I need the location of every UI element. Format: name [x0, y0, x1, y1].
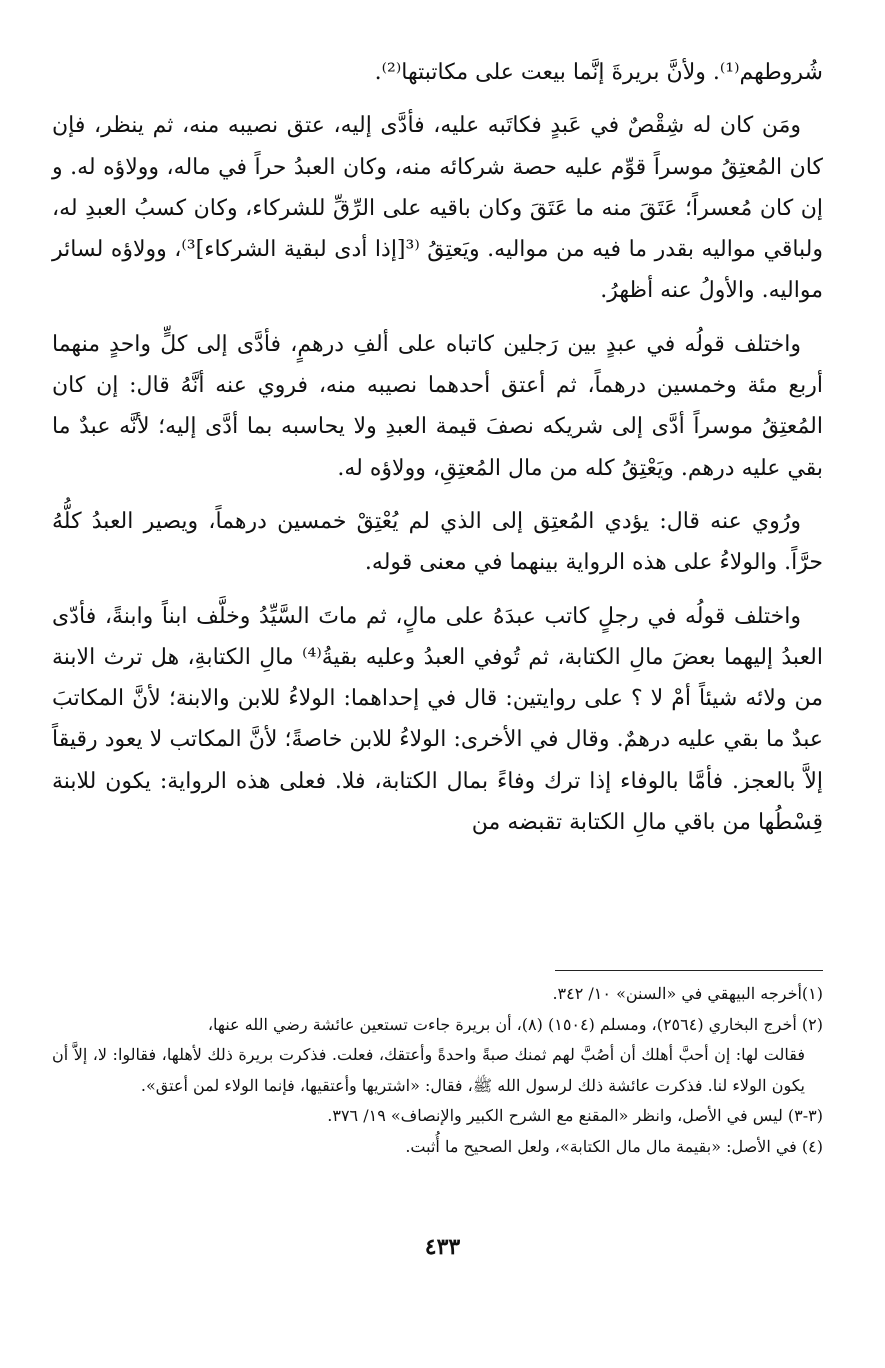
footnote-4: (٤) في الأصل: «بقيمة مال مال الكتابة»، ولعل الصحيح ما أُثبت. [405, 1136, 823, 1156]
body-paragraph-1: شُروطهم⁽¹⁾. ولأنَّ بريرةَ إنَّما بيعت على مكاتبتها⁽²⁾. [374, 60, 823, 85]
body-paragraph-4: ورُوي عنه قال: يؤدي المُعتِق إلى الذي لم يُعْتِقْ خمسين درهماً، ويصير العبدُ كلُّهُ حرَّاً. والولاءُ على هذه الرواية بينهما في معنى قوله. [52, 508, 823, 576]
footnotes [52, 979, 823, 1162]
body-paragraph-2: ومَن كان له شِقْصٌ في عَبدٍ فكاتَبه عليه، فأدَّى إليه، عتق نصيبه منه، ثم ينظر، فإن كان المُعتِقُ موسراً قوِّم عليه حصة شركائه منه، وكان العبدُ حراً في ماله، وولاؤه له. و إن كان مُعسراً؛ عَتَقَ منه ما عَتَقَ وكان باقيه على الرِّقِّ للشركاء، وكان كسبُ العبدِ له، ولباقي مواليه بقدر ما فيه من مواليه. ويَعتِقُ ⁽³[إذا أدى لبقية الشركاء]³⁾، وولاؤه لسائر مواليه. والأولُ عنه أظهرُ. [52, 113, 824, 304]
footnote-2-continuation: فقالت لها: إن أحبَّ أهلك أن أصُبَّ لهم ثمنك صبةً واحدةً وأعتقك، فعلت. فذكرت بريرة ذلك لأهلها، فقالوا: لا، إلاَّ أن يكون الولاء لنا. فذكرت عائشة ذلك لرسول الله ﷺ، فقال: «اشتريها وأعتقيها، فإنما الولاء لمن أعتق». [52, 1045, 806, 1095]
page-number: ٤٣٣ [424, 1234, 461, 1260]
footnote-1: (١)أخرجه البيهقي في «السنن» ١٠/ ٣٤٢. [552, 984, 823, 1003]
body-paragraph-5: واختلف قولُه في رجلٍ كاتب عبدَهُ على مالٍ، ثم ماتَ السَّيِّدُ وخلَّف ابناً وابنةً، فأدّى العبدُ إليهما بعضَ مالِ الكتابة، ثم تُوفي العبدُ وعليه بقيةُ⁽⁴⁾ مالِ الكتابةِ، هل ترث الابنة من ولائه شيئاً أمْ لا ؟ على روايتين: قال في إحداهما: الولاءُ للابن والابنة؛ لأنَّ المكاتبَ عبدٌ ما بقي عليه درهمٌ. وقال في الأخرى: الولاءُ للابن خاصةً؛ لأنَّ المكاتب لا يعود رقيقاً إلاَّ بالعجز. فأمَّا بالوفاء إذا ترك وفاءً بمال الكتابة، فلا. فعلى هذه الرواية: يكون للابنة قِسْطُها من باقي مالِ الكتابة تقبضه من [52, 603, 823, 836]
footnote-2 [52, 1010, 823, 1102]
body-paragraph-3: واختلف قولُه في عبدٍ بين رَجلين كاتباه على ألفِ درهمٍ، فأدَّى إلى كلٍّ واحدٍ منهما أربع مئة وخمسين درهماً، ثم أعتق أحدهما نصيبه منه، فروي عنه أنَّهُ قال: إن كان المُعتِقُ موسراً أدَّى إلى شريكه نصفَ قيمة العبدِ ولا يحاسبه بما أدَّى إليه؛ لأنَّه عبدٌ ما بقي عليه درهم. ويَعْتِقُ كله من مال المُعتِقِ، وولاؤه له. [52, 331, 823, 481]
footnote-2-line-1: (٢) أخرج البخاري (٢٥٦٤)، ومسلم (١٥٠٤) (٨)، أن بريرة جاءت تستعين عائشة رضي الله عنها، [207, 1014, 823, 1034]
footnote-separator [555, 970, 823, 971]
footnote-3: (٣-٣) ليس في الأصل، وانظر «المقنع مع الشرح الكبير والإنصاف» ١٩/ ٣٧٦. [327, 1106, 823, 1125]
